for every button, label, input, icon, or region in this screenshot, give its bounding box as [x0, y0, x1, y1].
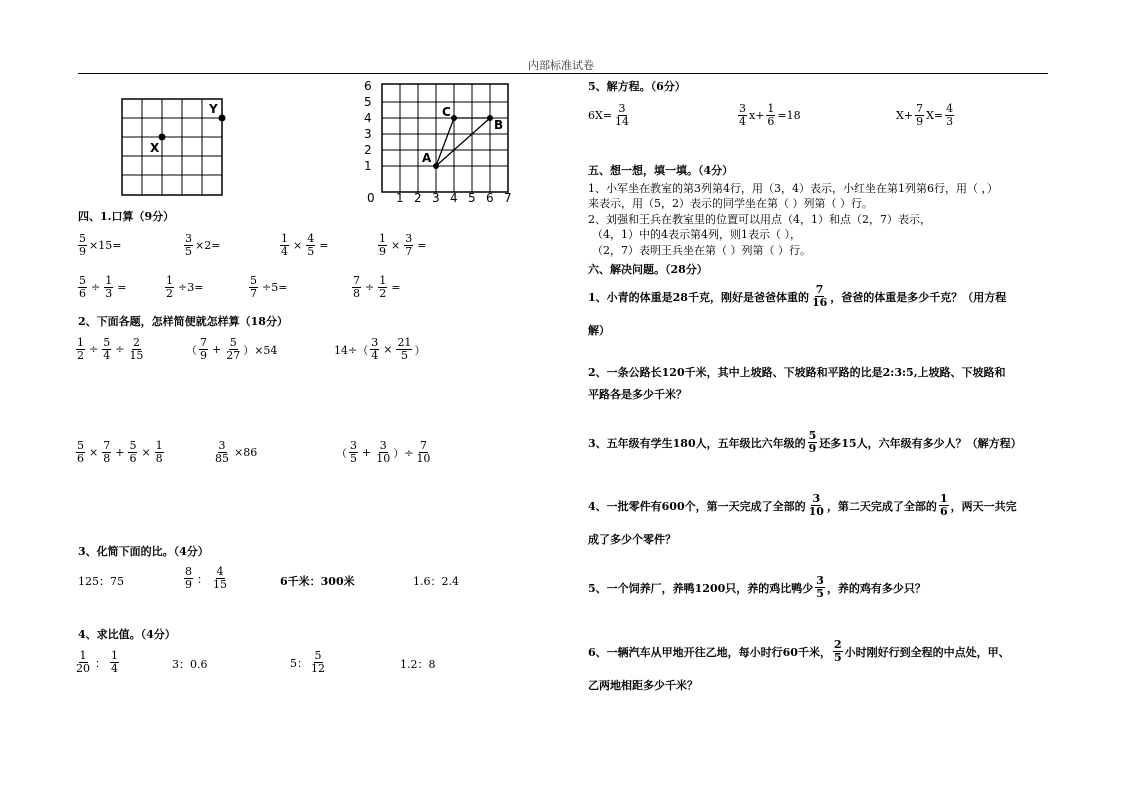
problem-1-cont: 解）	[588, 324, 610, 337]
simplify-item: （ $\frac{7}{9}$ + $\frac{5}{27}$ ）×54	[186, 336, 278, 362]
ratio-item: 125：75	[78, 575, 124, 588]
section-oral-title: 四、1.口算（9分）	[78, 210, 175, 223]
y-tick: 3	[364, 127, 372, 141]
page-header: 内部标准试卷	[528, 59, 594, 72]
y-tick: 1	[364, 159, 372, 173]
problem-6-cont: 乙两地相距多少千米？	[588, 679, 698, 692]
label-a: A	[422, 151, 432, 165]
simplify-item: $\frac{5}{6}$ × $\frac{7}{8}$ + $\frac{5}{6}$ × $\frac{1}{8}$	[77, 439, 163, 465]
problem-4: 4、一批零件有600个，第一天完成了全部的 $\frac{3}{10}$ ，第二天完成了全部的 $\frac{1}{6}$ ，两天一共完	[588, 492, 1017, 518]
ratio-value-item: 3：0.6	[172, 658, 208, 671]
oral-item: $\frac{7}{8}$ ÷ $\frac{1}{2}$ =	[353, 274, 401, 300]
oral-item: $\frac{3}{5}$ ×2=	[185, 232, 221, 258]
point-y	[219, 115, 226, 122]
equation-item: X+ $\frac{7}{9}$ X= $\frac{4}{3}$	[896, 102, 954, 128]
oral-item: $\frac{1}{4}$ × $\frac{4}{5}$ =	[281, 232, 329, 258]
coordinate-grid-xy	[118, 95, 228, 197]
problem-5: 5、一个饲养厂，养鸭1200只，养的鸡比鸭少 $\frac{3}{5}$ ，养的鸡有多少只？	[588, 574, 926, 600]
y-tick: 2	[364, 143, 372, 157]
x-tick: 3	[432, 191, 440, 205]
x-tick: 6	[486, 191, 494, 205]
think-line: （2，7）表明王兵坐在第（ ）列第（ ）行。	[592, 244, 811, 257]
think-line: 1、小军坐在教室的第3列第4行，用（3，4）表示，小红坐在第1列第6行，用（ ，）	[588, 182, 998, 195]
section-ratio-value-title: 4、求比值。（4分）	[78, 628, 176, 641]
label-c: C	[442, 105, 451, 119]
ratio-item: 1.6：2.4	[413, 575, 459, 588]
ratio-value-item: 1.2：8	[400, 658, 436, 671]
oral-item: $\frac{1}{2}$ ÷3=	[166, 274, 204, 300]
problem-1: 1、小青的体重是28千克，刚好是爸爸体重的 $\frac{7}{16}$ ，爸爸的体重是多少千克？（用方程	[588, 283, 1007, 309]
x-tick: 5	[468, 191, 476, 205]
equation-item: 6X= $\frac{3}{14}$	[588, 102, 630, 128]
oral-item: $\frac{1}{9}$ × $\frac{3}{7}$ =	[379, 232, 427, 258]
problem-2: 2、一条公路长120千米，其中上坡路、下坡路和平路的比是2:3:5,上坡路、下坡路和	[588, 366, 1006, 379]
equation-item: $\frac{3}{4}$ x+ $\frac{1}{6}$ =18	[739, 102, 801, 128]
section-problems-title: 六、解决问题。（28分）	[588, 263, 708, 276]
ratio-value-item: $\frac{1}{20}$ ： $\frac{1}{4}$	[76, 649, 118, 675]
label-b: B	[494, 118, 504, 132]
section-think-title: 五、想一想，填一填。（4分）	[588, 164, 734, 177]
section-ratio-simplify-title: 3、化简下面的比。（4分）	[78, 545, 209, 558]
x-tick: 4	[450, 191, 458, 205]
point-x	[159, 134, 166, 141]
x-tick: 2	[414, 191, 422, 205]
think-line: 来表示，用（5，2）表示的同学坐在第（ ）列第（ ）行。	[588, 197, 873, 210]
label-x: X	[150, 141, 160, 155]
problem-6: 6、一辆汽车从甲地开往乙地，每小时行60千米， $\frac{2}{5}$ 小时刚好行到全程的中点处，甲、	[588, 638, 1010, 664]
ratio-item: $\frac{8}{9}$ ： $\frac{4}{15}$	[185, 565, 227, 591]
y-tick: 6	[364, 79, 372, 93]
oral-item: $\frac{5}{6}$ ÷ $\frac{1}{3}$ =	[79, 274, 127, 300]
x-tick: 7	[504, 191, 512, 205]
oral-item: $\frac{5}{9}$ ×15=	[79, 232, 122, 258]
section-simplify-title: 2、下面各题，怎样简便就怎样算（18分）	[78, 315, 288, 328]
problem-2-cont: 平路各是多少千米？	[588, 388, 687, 401]
oral-item: $\frac{5}{7}$ ÷5=	[250, 274, 288, 300]
label-y: Y	[209, 102, 218, 116]
x-tick: 0	[367, 191, 375, 205]
think-line: 2、刘强和王兵在教室里的位置可以用点（4，1）和点（2，7）表示，	[588, 213, 931, 226]
y-tick: 5	[364, 95, 372, 109]
simplify-item: $\frac{3}{85}$ ×86	[215, 439, 258, 465]
simplify-item: （ $\frac{3}{5}$ + $\frac{3}{10}$ ）÷ $\frac{7}{10}$	[336, 439, 431, 465]
x-tick: 1	[396, 191, 404, 205]
ratio-item: 6千米：300米	[280, 575, 355, 588]
simplify-item: $\frac{1}{2}$ ÷ $\frac{5}{4}$ ÷ $\frac{2}{15}$	[77, 336, 144, 362]
y-tick: 4	[364, 111, 372, 125]
coordinate-grid-abc	[362, 78, 522, 206]
think-line: （4，1）中的4表示第4列，则1表示（ ），	[592, 228, 801, 241]
header-rule	[78, 73, 1048, 74]
simplify-item: 14÷（ $\frac{3}{4}$ × $\frac{21}{5}$ ）	[334, 336, 426, 362]
section-equation-title: 5、解方程。（6分）	[588, 80, 686, 93]
problem-3: 3、五年级有学生180人，五年级比六年级的 $\frac{5}{9}$ 还多15人，六年级有多少人？（解方程）	[588, 429, 1022, 455]
problem-4-cont: 成了多少个零件？	[588, 533, 676, 546]
ratio-value-item: 5： $\frac{5}{12}$	[290, 649, 325, 675]
